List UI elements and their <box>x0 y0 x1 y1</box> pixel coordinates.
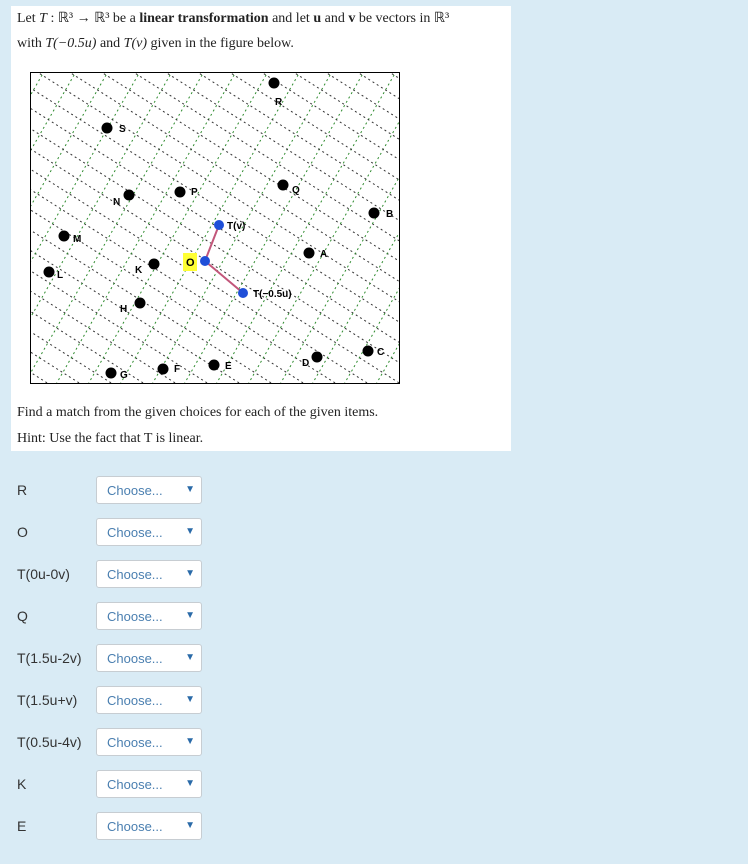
grid-line-black <box>31 73 191 383</box>
grid-line-green <box>243 73 399 383</box>
item-label: K <box>17 776 27 792</box>
point-label: E <box>225 361 232 372</box>
point-label: S <box>119 124 126 135</box>
point-C <box>363 346 374 357</box>
vector-arrow <box>205 261 243 293</box>
grid-line-black <box>31 73 287 383</box>
grid-line-black <box>151 73 399 383</box>
grid-line-black <box>311 73 399 383</box>
point-M <box>59 231 70 242</box>
origin-point <box>200 256 210 266</box>
item-label: T(1.5u+v) <box>17 692 78 708</box>
dropdown-selected-text: Choose... <box>107 609 163 624</box>
dropdown-selected-text: Choose... <box>107 567 163 582</box>
point-T(v) <box>214 220 224 230</box>
grid-line-black <box>375 73 399 383</box>
dropdown-selected-text: Choose... <box>107 777 163 792</box>
point-S <box>102 123 113 134</box>
grid-line-green <box>31 73 209 383</box>
grid-line-black <box>31 73 223 383</box>
dropdown-selected-text: Choose... <box>107 735 163 750</box>
point-A <box>304 248 315 259</box>
item-label: E <box>17 818 27 834</box>
item-label: T(0u-0v) <box>17 566 70 582</box>
chevron-down-icon: ▼ <box>185 778 195 789</box>
dropdown-selected-text: Choose... <box>107 483 163 498</box>
point-Q <box>278 180 289 191</box>
dropdown-selected-text: Choose... <box>107 651 163 666</box>
chevron-down-icon: ▼ <box>185 610 195 621</box>
point-label: B <box>386 209 394 220</box>
point-L <box>44 267 55 278</box>
choice-dropdown[interactable] <box>96 476 202 504</box>
point-B <box>369 208 380 219</box>
choice-dropdown[interactable] <box>96 686 202 714</box>
grid-line-green <box>179 73 369 383</box>
grid-line-black <box>119 73 399 383</box>
grid-line-green <box>115 73 305 383</box>
grid-line-black <box>279 73 399 383</box>
grid-line-green <box>51 73 241 383</box>
point-N <box>124 190 135 201</box>
point-label: C <box>377 347 385 358</box>
choice-dropdown[interactable] <box>96 560 202 588</box>
choice-dropdown[interactable] <box>96 812 202 840</box>
lattice-figure <box>31 73 399 383</box>
point-label: Q <box>292 185 300 196</box>
point-label: N <box>113 197 121 208</box>
hint-text: Hint: Use the fact that T is linear. <box>17 431 204 446</box>
grid-line-black <box>31 73 95 383</box>
grid-line-black <box>247 73 399 383</box>
chevron-down-icon: ▼ <box>185 820 195 831</box>
grid-line-green <box>31 73 49 383</box>
point-label-O: O <box>186 257 195 269</box>
chevron-down-icon: ▼ <box>185 652 195 663</box>
grid-line-green <box>31 73 177 383</box>
point-D <box>312 352 323 363</box>
chevron-down-icon: ▼ <box>185 568 195 579</box>
item-label: O <box>17 524 28 540</box>
grid-line-green <box>307 73 399 383</box>
point-P <box>175 187 186 198</box>
choice-dropdown[interactable] <box>96 644 202 672</box>
point-label: T(−0.5u) <box>253 289 292 300</box>
item-label: T(1.5u-2v) <box>17 650 82 666</box>
grid-line-black <box>31 73 351 383</box>
item-label: R <box>17 482 28 498</box>
instruction-text: Find a match from the given choices for each of the given items. <box>17 405 379 420</box>
item-label: Q <box>17 608 28 624</box>
point-label: L <box>57 270 64 281</box>
point-label: P <box>191 187 198 198</box>
question-line-1: Let T : ℝ³ → ℝ³ be a linear transformation and let u and v be vectors in ℝ³ <box>17 11 450 26</box>
point-K <box>149 259 160 270</box>
point-E <box>209 360 220 371</box>
point-label: D <box>302 358 310 369</box>
dropdown-selected-text: Choose... <box>107 693 163 708</box>
point-R <box>269 78 280 89</box>
item-label: T(0.5u-4v) <box>17 734 82 750</box>
point-T(−0.5u) <box>238 288 248 298</box>
grid-line-green <box>31 73 113 383</box>
dropdown-selected-text: Choose... <box>107 525 163 540</box>
chevron-down-icon: ▼ <box>185 526 195 537</box>
chevron-down-icon: ▼ <box>185 484 195 495</box>
point-label: T(v) <box>227 221 246 232</box>
chevron-down-icon: ▼ <box>185 694 195 705</box>
question-panel <box>11 6 511 451</box>
grid-line-black <box>31 73 63 383</box>
choice-dropdown[interactable] <box>96 770 202 798</box>
point-label: A <box>320 249 328 260</box>
point-label: H <box>120 304 128 315</box>
point-label: M <box>73 234 82 245</box>
point-label: R <box>275 97 283 108</box>
point-F <box>158 364 169 375</box>
point-H <box>135 298 146 309</box>
point-G <box>106 368 117 379</box>
point-label: G <box>120 370 128 381</box>
point-label: F <box>174 364 181 375</box>
question-line-2: with T(−0.5u) and T(v) given in the figure below. <box>17 36 294 51</box>
grid-line-green <box>371 73 399 383</box>
chevron-down-icon: ▼ <box>185 736 195 747</box>
choice-dropdown[interactable] <box>96 728 202 756</box>
point-label: K <box>135 265 143 276</box>
choice-dropdown[interactable] <box>96 602 202 630</box>
figure-frame <box>30 72 400 384</box>
choice-dropdown[interactable] <box>96 518 202 546</box>
vector-arrow <box>205 225 219 261</box>
dropdown-selected-text: Choose... <box>107 819 163 834</box>
